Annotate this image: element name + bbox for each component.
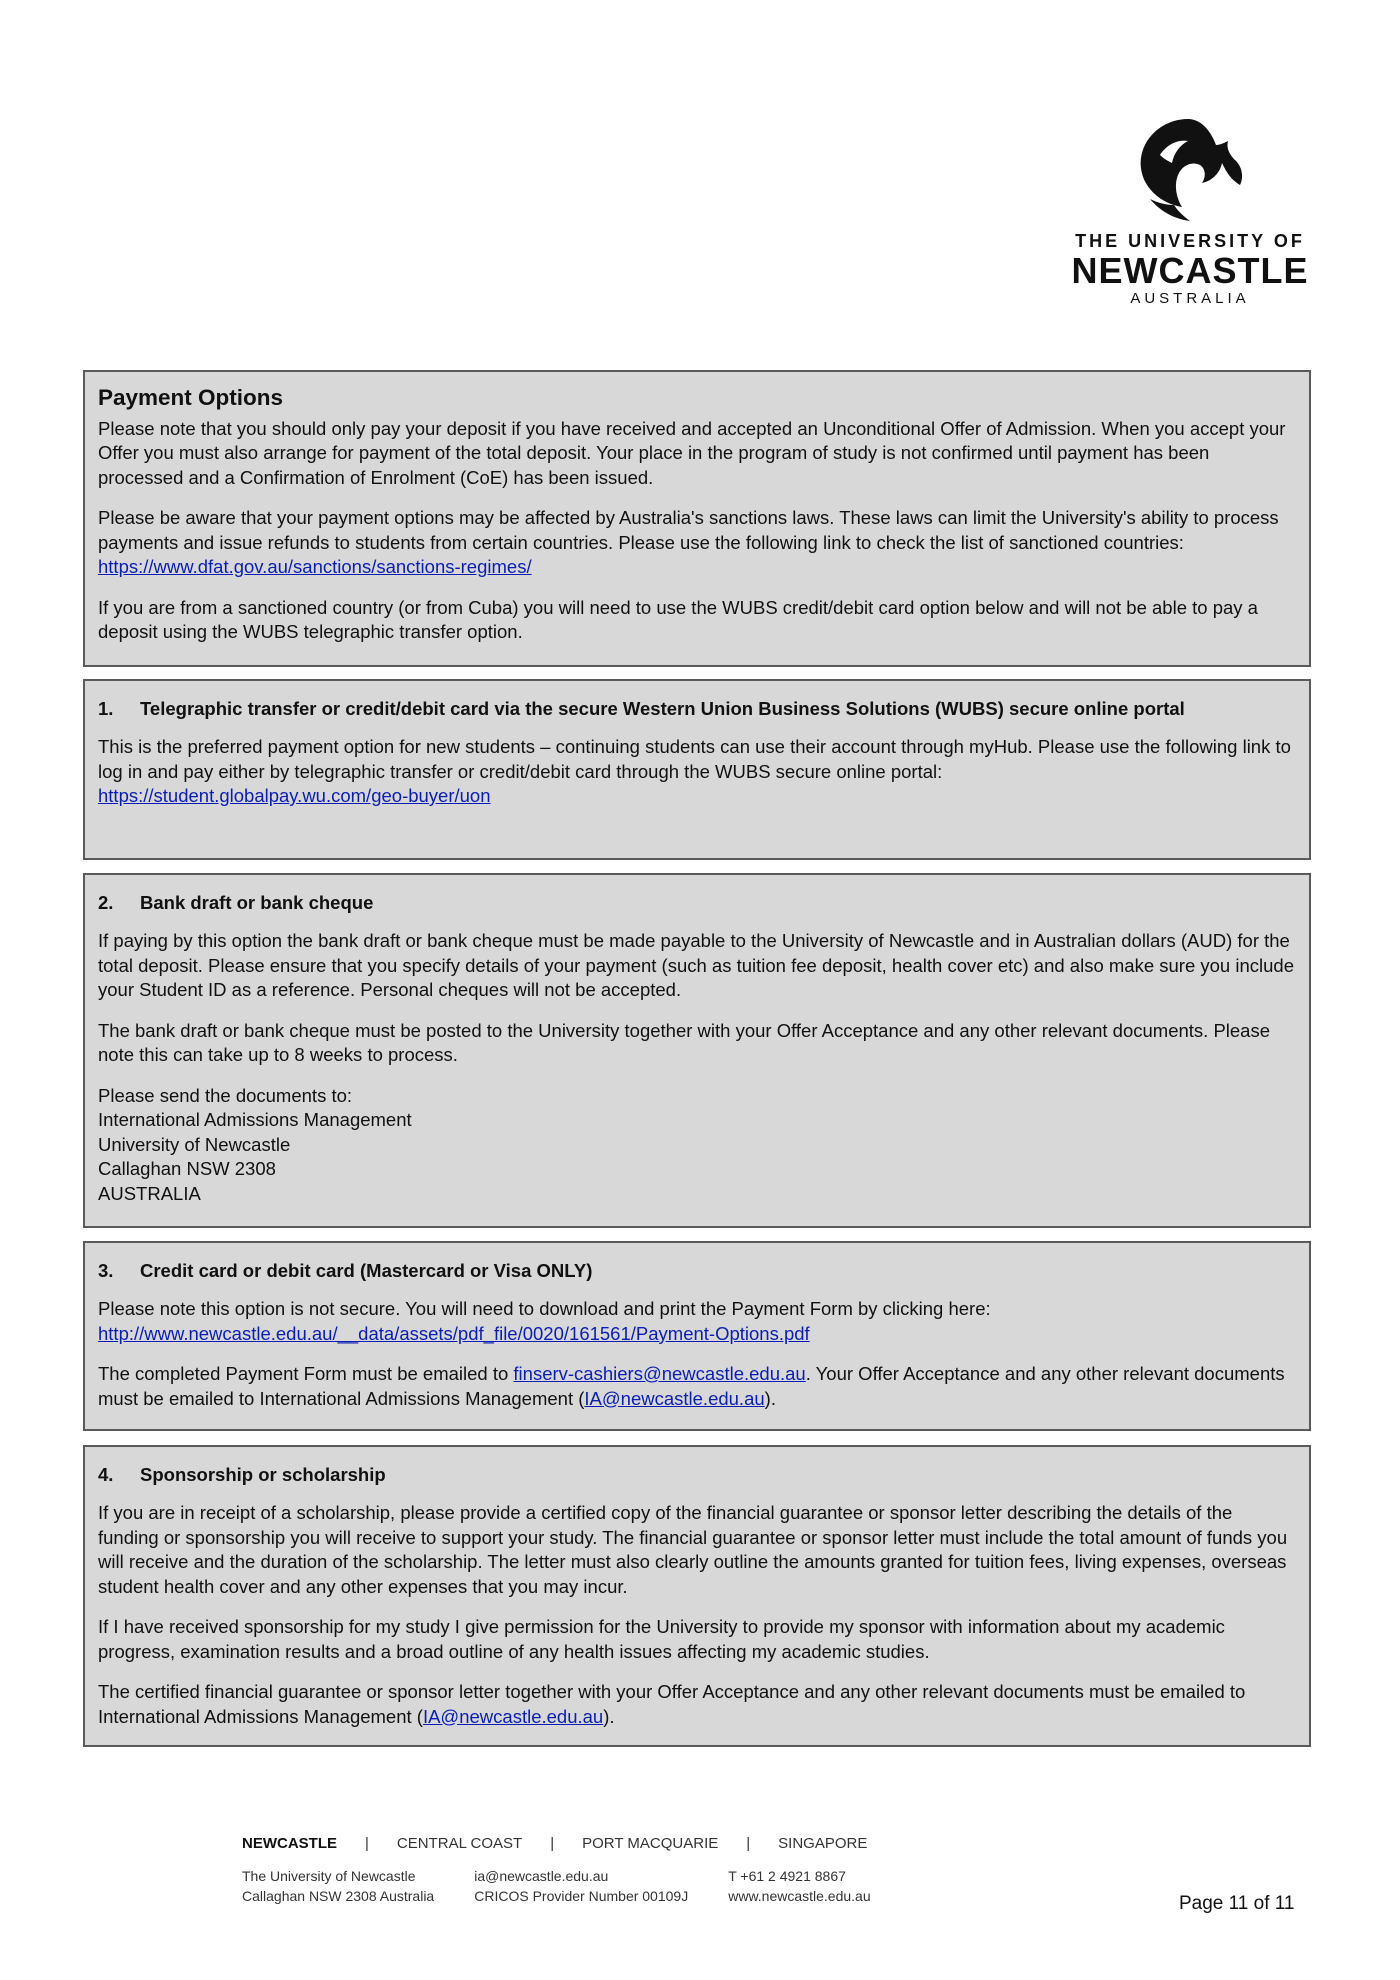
section-1-heading <box>98 697 1296 721</box>
campus-separator: | <box>550 1835 555 1852</box>
section-3-box <box>83 1241 1311 1431</box>
section-1-paragraph <box>98 735 1296 809</box>
finserv-email-link[interactable]: finserv-cashiers@newcastle.edu.au <box>513 1363 806 1384</box>
footer-address <box>242 1866 434 1906</box>
campus-separator: | <box>365 1835 369 1852</box>
footer-email-cricos <box>474 1866 688 1906</box>
university-logo <box>1070 115 1310 307</box>
section-3-paragraph-1 <box>98 1297 1296 1346</box>
ia-email-link[interactable]: IA@newcastle.edu.au <box>422 1705 604 1727</box>
section-3-number: 3. <box>98 1260 114 1281</box>
address-line: Please send the documents to: <box>98 1084 353 1106</box>
section-2-paragraph-2: The bank draft or bank cheque must be posted to the University together with your Offer Acceptance and any other relevant documents. Please note this can take up to 8 weeks to process. <box>98 1019 1271 1065</box>
section-4-paragraph-3 <box>98 1680 1296 1729</box>
campus-singapore: SINGAPORE <box>778 1835 868 1852</box>
footer-phone: T +61 2 4921 8867 <box>728 1868 846 1884</box>
payment-form-pdf-link[interactable]: http://www.newcastle.edu.au/__data/assets/pdf_file/0020/161561/Payment-Options.pdf <box>98 1322 810 1344</box>
section-3-paragraph-1-text: Please note this option is not secure. You will need to download and print the Payment Form by clicking here: <box>98 1298 991 1319</box>
campus-separator: | <box>746 1835 751 1852</box>
page-title: Payment Options <box>98 385 284 410</box>
campus-port-macquarie: PORT MACQUARIE <box>582 1835 719 1852</box>
section-4-heading-text: Sponsorship or scholarship <box>140 1464 386 1485</box>
section-3-text-c: ). <box>764 1387 776 1409</box>
mailing-address <box>98 1084 1296 1207</box>
logo-line-university-of: THE UNIVERSITY OF <box>1075 231 1305 251</box>
section-2-paragraph-1: If paying by this option the bank draft or bank cheque must be made payable to the University of Newcastle and in Australian dollars (AUD) for the total deposit. Please ensure that you specify details of your payment (such as tuition fee deposit, health cover etc) and also make sure you include your Student ID as a reference. Personal cheques will not be accepted. <box>98 930 1294 1000</box>
page-footer <box>242 1835 911 1906</box>
section-1-box <box>83 679 1311 860</box>
ia-email-link[interactable]: IA@newcastle.edu.au <box>584 1387 765 1409</box>
sanctions-link[interactable]: https://www.dfat.gov.au/sanctions/sanctions-regimes/ <box>98 556 532 577</box>
section-3-text-b: . Your Offer Acceptance and any other relevant documents must be emailed to International Admissions Management ( <box>98 1363 1285 1409</box>
campus-newcastle: NEWCASTLE <box>242 1835 337 1852</box>
section-2-heading-text: Bank draft or bank cheque <box>140 892 374 913</box>
section-3-heading-text: Credit card or debit card (Mastercard or Visa ONLY) <box>140 1260 593 1281</box>
footer-contact-details <box>242 1866 911 1906</box>
footer-email[interactable]: ia@newcastle.edu.au <box>474 1868 609 1884</box>
section-4-heading <box>98 1463 1296 1487</box>
section-4-number: 4. <box>98 1464 114 1485</box>
section-3-paragraph-2 <box>98 1362 1296 1411</box>
section-4-box <box>83 1445 1311 1747</box>
address-line: International Admissions Management <box>98 1109 412 1130</box>
section-4-text-b: ). <box>603 1705 615 1727</box>
intro-paragraph-2-text: Please be aware that your payment options may be affected by Australia's sanctions laws. These laws can limit the University's ability to process payments and issue refunds to students from certain countries. Please use the following link to check the list of sanctioned countries: <box>98 507 1279 553</box>
address-line: University of Newcastle <box>98 1133 291 1155</box>
address-line: AUSTRALIA <box>98 1182 201 1204</box>
section-1-number: 1. <box>98 698 114 719</box>
section-1-heading-text: Telegraphic transfer or credit/debit card via the secure Western Union Business Solutions (WUBS) secure online portal <box>140 698 1185 719</box>
section-3-text-a: The completed Payment Form must be emailed to <box>98 1363 514 1384</box>
address-line: Callaghan NSW 2308 <box>98 1158 276 1179</box>
logo-line-newcastle: NEWCASTLE <box>1071 250 1309 291</box>
section-4-text-a: The certified financial guarantee or sponsor letter together with your Offer Acceptance and any other relevant documents must be emailed to International Admissions Management ( <box>98 1681 1246 1727</box>
footer-website[interactable]: www.newcastle.edu.au <box>728 1888 871 1904</box>
section-2-heading <box>98 891 1296 915</box>
section-2-box <box>83 873 1311 1228</box>
intro-paragraph-2 <box>98 506 1296 580</box>
section-2-number: 2. <box>98 892 114 913</box>
section-4-paragraph-1: If you are in receipt of a scholarship, please provide a certified copy of the financial guarantee or sponsor letter describing the details of the funding or sponsorship you will receive to support your study. The financial guarantee or sponsor letter must include the total amount of funds you will receive and the duration of the scholarship. The letter must also clearly outline the amounts granted for tuition fees, living expenses, overseas student health cover and any other expenses that you may incur. <box>98 1502 1288 1597</box>
section-4-paragraph-2: If I have received sponsorship for my study I give permission for the University to provide my sponsor with information about my academic progress, examination results and a broad outline of any health issues affecting my academic studies. <box>98 1616 1225 1662</box>
footer-address-line: The University of Newcastle <box>242 1868 416 1884</box>
page-number: Page 11 of 11 <box>1179 1893 1295 1914</box>
logo-line-australia: AUSTRALIA <box>1130 290 1250 307</box>
campus-list <box>242 1835 911 1852</box>
footer-cricos: CRICOS Provider Number 00109J <box>474 1888 689 1904</box>
intro-paragraph-3: If you are from a sanctioned country (or from Cuba) you will need to use the WUBS credit/debit card option below and will not be able to pay a deposit using the WUBS telegraphic transfer option. <box>98 596 1258 642</box>
payment-options-intro-box <box>83 370 1311 667</box>
footer-address-line: Callaghan NSW 2308 Australia <box>242 1888 435 1904</box>
footer-phone-web <box>728 1866 870 1906</box>
intro-paragraph-1: Please note that you should only pay your deposit if you have received and accepted an Unconditional Offer of Admission. When you accept your Offer you must also arrange for payment of the total deposit. Your place in the program of study is not confirmed until payment has been processed and a Confirmation of Enrolment (CoE) has been issued. <box>98 417 1286 488</box>
campus-central-coast: CENTRAL COAST <box>396 1835 523 1852</box>
section-3-heading <box>98 1259 1296 1283</box>
section-1-paragraph-text: This is the preferred payment option for new students – continuing students can use their account through myHub. Please use the following link to log in and pay either by telegraphic transfer or credit/debit card through the WUBS secure online portal: <box>98 736 1291 782</box>
horse-head-logo-icon <box>1130 115 1250 227</box>
wubs-portal-link[interactable]: https://student.globalpay.wu.com/geo-buyer/uon <box>98 785 491 806</box>
